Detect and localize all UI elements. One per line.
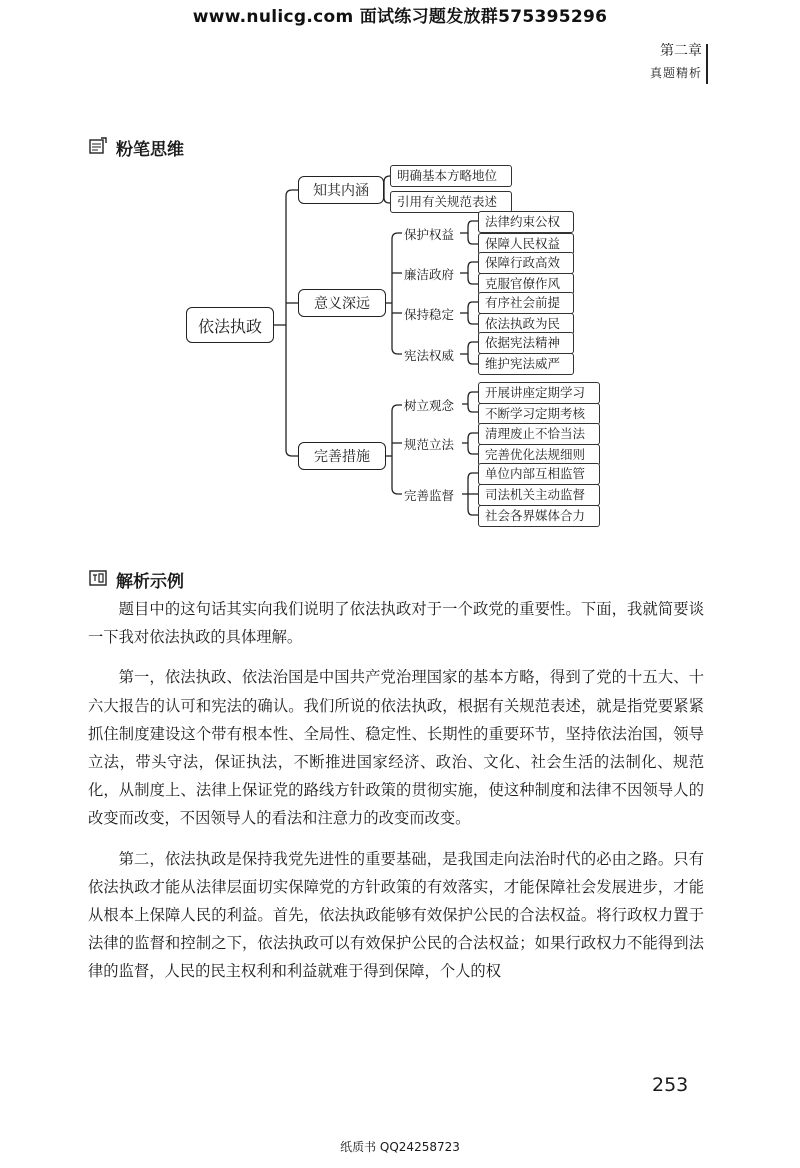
leaf-item: 依据宪法精神 [478,332,574,354]
leaf-item: 维护宪法威严 [478,353,574,375]
leaf-item: 引用有关规范表述 [390,191,512,213]
group-label: 完善监督 [404,488,455,503]
group-label: 树立观念 [404,398,455,413]
branch-meaning: 知其内涵 [298,176,384,204]
leaf-item: 依法执政为民 [478,313,574,335]
leaf-item: 单位内部互相监管 [478,463,600,485]
page-number: 253 [652,1074,689,1096]
leaf-item: 保障行政高效 [478,252,574,274]
leaf-item: 完善优化法规细则 [478,444,600,466]
leaf-item: 司法机关主动监督 [478,484,600,506]
leaf-item: 明确基本方略地位 [390,165,512,187]
chapter-subtitle: 真题精析 [649,66,702,80]
mindmap-section-title: 粉笔思维 [116,140,184,160]
leaf-item: 克服官僚作风 [478,273,574,295]
analysis-body [88,595,704,986]
footer-note: 纸质书 QQ24258723 [340,1140,460,1154]
mindmap-root: 依法执政 [186,307,274,343]
group-label: 宪法权威 [404,348,455,363]
branch-measures: 完善措施 [298,442,386,470]
analysis-section-title: 解析示例 [116,572,184,592]
group-label: 保护权益 [404,227,455,242]
chapter-title: 第二章 [660,43,702,59]
group-label: 规范立法 [404,437,455,452]
analysis-icon [88,568,108,592]
branch-significance: 意义深远 [298,289,386,317]
group-label: 廉洁政府 [404,267,455,282]
leaf-item: 保障人民权益 [478,233,574,255]
leaf-item: 法律约束公权 [478,211,574,233]
leaf-item: 不断学习定期考核 [478,403,600,425]
mindmap-connectors [0,0,800,560]
paragraph: 第二，依法执政是保持我党先进性的重要基础，是我国走向法治时代的必由之路。只有依法执政才能从法律层面切实保障党的方针政策的有效落实，才能保障社会发展进步，才能从根本上保障人民的利益。首先，依法执政能够有效保护公民的合法权益。将行政权力置于法律的监督和控制之下，依法执政可以有效保护公民的合法权益；如果行政权力不能得到法律的监督，人民的民主权利和利益就难于得到保障，个人的权 [88,849,704,981]
leaf-item: 有序社会前提 [478,292,574,314]
paragraph: 题目中的这句话其实向我们说明了依法执政对于一个政党的重要性。下面，我就简要谈一下我对依法执政的具体理解。 [88,600,704,647]
header-url-line: www.nulicg.com 面试练习题发放群575395296 [192,7,608,27]
leaf-item: 清理废止不恰当法 [478,423,600,445]
leaf-item: 社会各界媒体合力 [478,505,600,527]
leaf-item: 开展讲座定期学习 [478,382,600,404]
mindmap [0,0,800,560]
group-label: 保持稳定 [404,307,455,322]
paragraph: 第一，依法执政、依法治国是中国共产党治理国家的基本方略，得到了党的十五大、十六大报告的认可和宪法的确认。我们所说的依法执政，根据有关规范表述，就是指党要紧紧抓住制度建设这个带有根本性、全局性、稳定性、长期性的重要环节，坚持依法治国，领导立法，带头守法，保证执法，不断推进国家经济、政治、文化、社会生活的法制化、规范化，从制度上、法律上保证党的路线方针政策的贯彻实施，使这种制度和法律不因领导人的改变而改变，不因领导人的看法和注意力的改变而改变。 [88,668,704,828]
